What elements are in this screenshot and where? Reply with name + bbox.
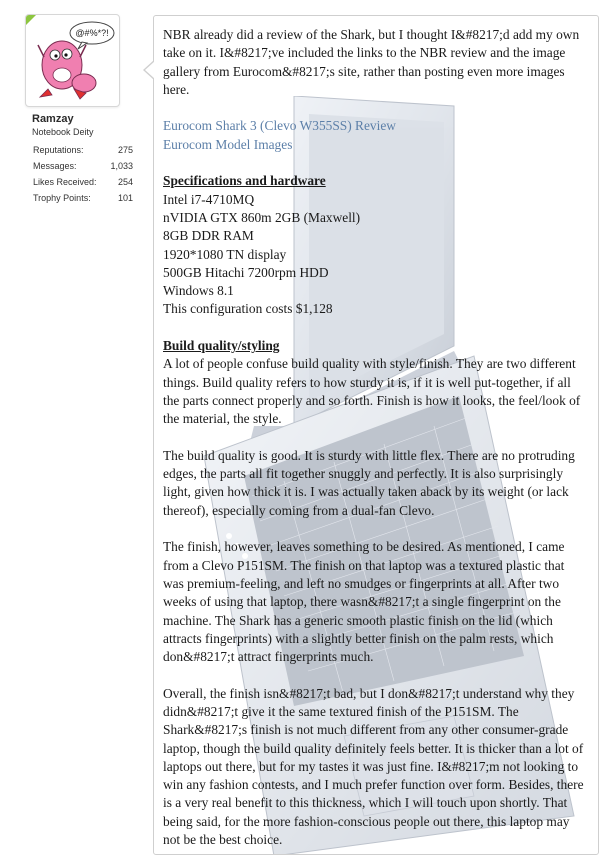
stat-label: Trophy Points: <box>33 193 91 203</box>
spec-item: 8GB DDR RAM <box>163 228 254 244</box>
stat-value: 254 <box>117 177 133 187</box>
build-section <box>163 337 588 428</box>
build-paragraph-1: A lot of people confuse build quality with style/finish. They are two different things. Build quality refers to how sturdy it is, if it is well put-together, if all the parts connect properly and so forth. Finish is how it looks, the feel/look of the material, the style. <box>163 356 581 427</box>
avatar[interactable] <box>25 14 120 107</box>
spec-item: Windows 8.1 <box>163 283 234 299</box>
spec-item: This configuration costs $1,128 <box>163 301 333 317</box>
stat-value: 1,033 <box>110 161 133 171</box>
stat-row-messages[interactable] <box>33 161 133 177</box>
build-paragraph-4: Overall, the finish isn&#8217;t bad, but I don&#8217;t understand why they didn&#8217;t give it the same textured finish of the P151SM. The Shark&#8217;s finish is not much different from any other consumer-grade laptop, though the build quality definitely feels better. It is thicker than a lot of laptops out there, but for my tastes it was just fine. I&#8217;m not looking to win any fashion contests, and I much prefer function over form. Besides, there is a very real benefit to this thickness, which I will touch upon shortly. That being said, for the more fashion-conscious people out there, this laptop may not be the best choice. <box>163 685 584 848</box>
stat-value: 275 <box>117 145 133 155</box>
avatar-caption: @#%*?! <box>75 28 109 38</box>
post-body <box>154 16 598 849</box>
stat-value: 101 <box>117 193 133 203</box>
stat-label: Messages: <box>33 161 77 171</box>
spec-item: nVIDIA GTX 860m 2GB (Maxwell) <box>163 209 361 225</box>
user-stats <box>33 145 133 209</box>
spec-item: Intel i7-4710MQ <box>163 191 255 207</box>
links-block <box>163 117 588 154</box>
stat-row-trophy-points[interactable] <box>33 193 133 209</box>
bubble-arrow-inner <box>145 61 155 79</box>
build-heading: Build quality/styling <box>163 338 280 354</box>
spec-item: 500GB Hitachi 7200rpm HDD <box>163 264 329 280</box>
specs-heading: Specifications and hardware <box>163 173 326 189</box>
eurocom-images-link[interactable]: Eurocom Model Images <box>163 136 293 152</box>
stat-row-reputations[interactable] <box>33 145 133 161</box>
avatar-image <box>26 15 119 106</box>
spec-item: 1920*1080 TN display <box>163 246 287 262</box>
username[interactable]: Ramzay <box>32 113 74 125</box>
post-message <box>153 15 599 855</box>
stat-label: Likes Received: <box>33 177 97 187</box>
build-paragraph-3: The finish, however, leaves something to be desired. As mentioned, I came from a Clevo P151SM. The finish on that laptop was a textured plastic that was premium-feeling, and left no smudges or fingerprints at all. After two weeks of using that laptop, there wasn&#8217;t a single fingerprint on the machine. The Shark has a generic smooth plastic finish on the lid (which attracts fingerprints) with a slightly better finish on the palm rests, which don&#8217;t attract fingerprints much. <box>163 539 565 665</box>
user-title: Notebook Deity <box>32 127 94 137</box>
stat-row-likes[interactable] <box>33 177 133 193</box>
specs-section <box>163 172 588 318</box>
stat-label: Reputations: <box>33 145 84 155</box>
intro-paragraph: NBR already did a review of the Shark, but I thought I&#8217;d add my own take on it. I&#8217;ve included the links to the NBR review and the image gallery from Eurocom&#8217;s site, rather than posting even more images here. <box>163 27 580 97</box>
build-paragraph-2: The build quality is good. It is sturdy with little flex. There are no protruding edges, the parts all fit together snuggly and perfectly. It is also surprisingly light, given how thick it is. I was actually taken aback by its weight (or lack thereof), especially coming from a dual-fan Clevo. <box>163 447 575 518</box>
nbr-review-link[interactable]: Eurocom Shark 3 (Clevo W355SS) Review <box>163 118 396 134</box>
